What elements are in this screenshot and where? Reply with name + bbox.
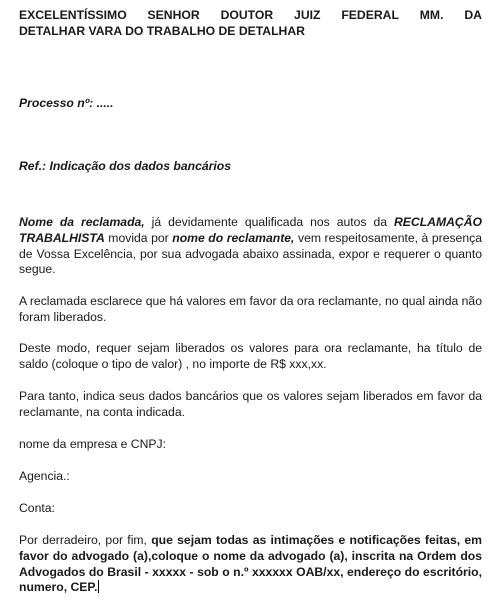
text-cursor: [98, 580, 99, 593]
intro-text-2: movida por: [104, 230, 173, 245]
intro-text-1: já devidamente qualificada nos autos da: [144, 215, 394, 229]
reference-line: Ref.: Indicação dos dados bancários: [19, 159, 231, 173]
header-word: MM.: [419, 8, 444, 22]
paragraph-introduction: [19, 215, 482, 278]
paragraph-notifications[interactable]: [19, 533, 482, 596]
header-word: DA: [464, 8, 482, 22]
company-cnpj-line: nome da empresa e CNPJ:: [19, 437, 166, 451]
process-number: Processo nº: .....: [19, 96, 114, 110]
header-word: EXCELENTÍSSIMO: [19, 8, 127, 22]
header-word: SENHOR: [147, 8, 200, 22]
header-line-2: DETALHAR VARA DO TRABALHO DE DETALHAR: [19, 23, 305, 38]
defendant-name: Nome da reclamada,: [19, 215, 145, 229]
closing-text: Por derradeiro, por fim,: [19, 533, 152, 547]
closing-request-bold: que sejam todas as intimações e notificações feitas, em favor do advogado (a),coloque o nome da advogado (a), inscrita na Ordem dos Advogados do Brasil - xxxxx - sob o n.º xxxxxx OAB/xx, endereço do escritório, numero, CEP.: [19, 533, 482, 595]
paragraph-values-pending: A reclamada esclarece que há valores em favor da ora reclamante, no qual ainda não foram liberados.: [19, 294, 482, 324]
header-word: DOUTOR: [220, 8, 274, 22]
paragraph-request: Deste modo, requer sejam liberados os valores para ora reclamante, ha título de saldo (coloque o tipo de valor) , no importe de R$ xxx,xx.: [19, 341, 482, 371]
header-word: FEDERAL: [341, 8, 399, 22]
intro-text-3: vem respeitosamente, à presença de Vossa Excelência, por sua advogada abaixo assinada, expor e requerer o quanto segue.: [19, 230, 482, 277]
court-address-header: [19, 8, 482, 40]
action-type: RECLAMAÇÃO TRABALHISTA: [19, 215, 482, 245]
header-word: JUIZ: [294, 8, 321, 22]
plaintiff-name: nome do reclamante,: [172, 230, 295, 245]
paragraph-bank-details: Para tanto, indica seus dados bancários que os valores sejam liberados em favor da reclamante, na conta indicada.: [19, 389, 482, 419]
account-line: Conta:: [19, 501, 55, 515]
header-line-1: [19, 8, 482, 24]
agency-line: Agencia.:: [19, 469, 70, 483]
document-page: [19, 8, 482, 595]
